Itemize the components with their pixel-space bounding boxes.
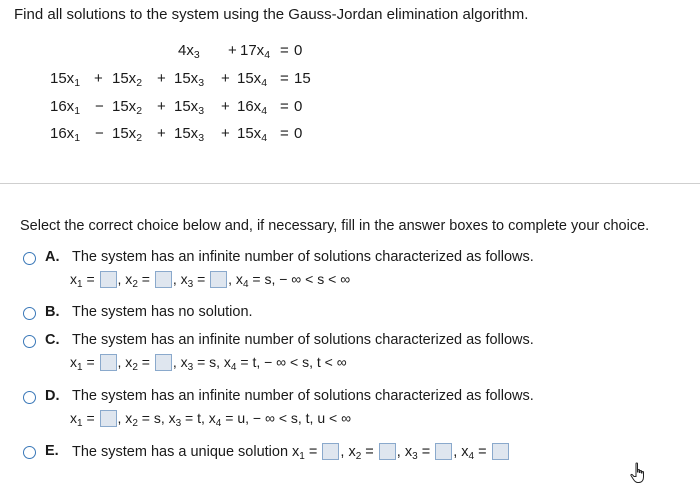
eq3-term2: $15x_2$ [112,98,143,117]
eq1-term4: $17x_4$ [240,42,271,61]
option-d-letter: D. [45,388,60,404]
option-e-x2-input[interactable] [379,443,396,460]
option-e-x4-input[interactable] [492,443,509,460]
instruction-text: Select the correct choice below and, if necessary, fill in the answer boxes to complete your choice. [20,218,650,234]
eq4-op1: − [95,125,104,142]
option-c-answer-line: $x_1$ = , $x_2$ = , $x_3 = s$, $x_4 = t$, − ∞ < s, t < ∞ [70,354,347,373]
option-b-letter: B. [45,304,60,320]
radio-option-e[interactable] [23,446,36,459]
option-c-x1-input[interactable] [100,354,117,371]
option-d-x1-input[interactable] [100,410,117,427]
option-e-x1-input[interactable] [322,443,339,460]
eq4-op3: + [221,125,230,142]
eq3-term3: $15x_3$ [174,98,205,117]
eq3-term1: $16x_1$ [50,98,81,117]
eq3-op2: + [157,98,166,115]
option-e-letter: E. [45,443,59,459]
option-d-answer-line: $x_1$ = , $x_2 = s$, $x_3 = t$, $x_4 = u$, − ∞ < s, t, u < ∞ [70,410,352,429]
eq4-equals: = [280,125,289,142]
option-d-text: The system has an infinite number of solutions characterized as follows. [72,388,534,404]
eq4-rhs: 0 [294,125,303,142]
eq1-equals: = [280,42,289,59]
eq1-op3: + [228,42,237,59]
eq2-term1: $15x_1$ [50,70,81,89]
option-a-x3-input[interactable] [210,271,227,288]
eq3-op1: − [95,98,104,115]
eq4-op2: + [157,125,166,142]
question-prompt: Find all solutions to the system using the Gauss-Jordan elimination algorithm. [14,6,529,23]
eq2-op1: + [94,70,103,87]
divider [0,183,700,184]
option-e-x3-input[interactable] [435,443,452,460]
eq2-term3: $15x_3$ [174,70,205,89]
eq2-term4: $15x_4$ [237,70,268,89]
option-b-text: The system has no solution. [72,304,253,320]
option-e-answer-line: The system has a unique solution $x_1$ = , $x_2$ = , $x_3$ = , $x_4$ = [72,443,510,462]
radio-option-c[interactable] [23,335,36,348]
eq2-op3: + [221,70,230,87]
eq4-term1: $16x_1$ [50,125,81,144]
eq1-term3: $4x_3$ [178,42,200,61]
option-c-x2-input[interactable] [155,354,172,371]
option-a-x1-input[interactable] [100,271,117,288]
radio-option-d[interactable] [23,391,36,404]
option-a-letter: A. [45,249,60,265]
eq4-term3: $15x_3$ [174,125,205,144]
eq2-rhs: 15 [294,70,311,87]
eq3-equals: = [280,98,289,115]
eq4-term4: $15x_4$ [237,125,268,144]
eq2-equals: = [280,70,289,87]
radio-option-b[interactable] [23,307,36,320]
option-c-text: The system has an infinite number of solutions characterized as follows. [72,332,534,348]
hand-pointer-icon [629,462,649,484]
eq2-op2: + [157,70,166,87]
option-a-x2-input[interactable] [155,271,172,288]
eq3-rhs: 0 [294,98,303,115]
option-c-letter: C. [45,332,60,348]
option-a-answer-line: $x_1$ = , $x_2$ = , $x_3$ = , $x_4 = s$, − ∞ < s < ∞ [70,271,351,290]
eq3-op3: + [221,98,230,115]
eq3-term4: $16x_4$ [237,98,268,117]
option-a-text: The system has an infinite number of solutions characterized as follows. [72,249,534,265]
radio-option-a[interactable] [23,252,36,265]
eq1-rhs: 0 [294,42,303,59]
eq2-term2: $15x_2$ [112,70,143,89]
eq4-term2: $15x_2$ [112,125,143,144]
